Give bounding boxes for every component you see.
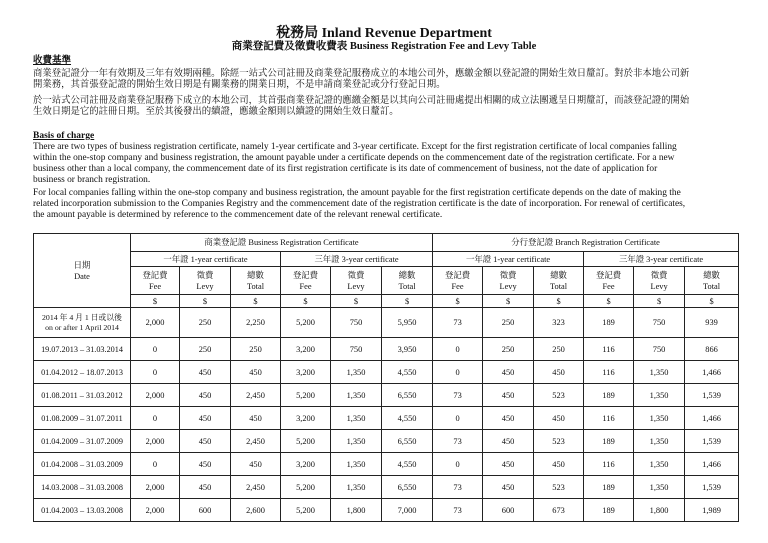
table-row <box>34 361 739 384</box>
value-cell: 189 <box>584 384 634 407</box>
value-cell: 1,539 <box>685 476 739 499</box>
value-cell: 450 <box>180 476 231 499</box>
value-cell: 3,950 <box>382 338 433 361</box>
column-header-zh: 總數 <box>550 270 567 280</box>
value-cell: 1,350 <box>331 430 382 453</box>
value-cell: 2,000 <box>131 430 180 453</box>
value-cell: 5,200 <box>281 384 331 407</box>
value-cell: 1,350 <box>634 407 685 430</box>
column-header-zh: 徵費 <box>196 270 214 280</box>
value-cell: 189 <box>584 430 634 453</box>
value-cell: 3,200 <box>281 407 331 430</box>
value-cell: 1,989 <box>685 499 739 522</box>
value-cell: 750 <box>331 308 382 338</box>
table-row <box>34 384 739 407</box>
currency-cell: $ <box>281 295 331 308</box>
column-header-en: Total <box>703 281 721 291</box>
basis-heading-zh: 收費基準 <box>33 56 72 66</box>
value-cell: 116 <box>584 453 634 476</box>
column-header-total <box>685 267 739 295</box>
value-cell: 450 <box>534 361 584 384</box>
column-header-en: Fee <box>299 281 312 291</box>
value-cell: 450 <box>483 361 534 384</box>
value-cell: 1,466 <box>685 407 739 430</box>
value-cell: 600 <box>483 499 534 522</box>
value-cell: 939 <box>685 308 739 338</box>
value-cell: 450 <box>483 453 534 476</box>
value-cell: 450 <box>483 407 534 430</box>
value-cell: 450 <box>180 361 231 384</box>
value-cell: 73 <box>433 476 483 499</box>
value-cell: 250 <box>180 308 231 338</box>
fee-levy-table <box>33 233 739 522</box>
column-header-zh: 登記費 <box>292 270 319 280</box>
column-header-zh: 徵費 <box>499 270 517 280</box>
table-row <box>34 407 739 430</box>
subheader-br-1yr: 一年證 1-year certificate <box>131 252 281 267</box>
value-cell: 0 <box>433 453 483 476</box>
value-cell: 450 <box>231 453 281 476</box>
value-cell: 116 <box>584 338 634 361</box>
value-cell: 450 <box>534 453 584 476</box>
document-title: 稅務局 Inland Revenue Department <box>276 26 492 41</box>
value-cell: 0 <box>131 453 180 476</box>
value-cell: 523 <box>534 384 584 407</box>
value-cell: 1,466 <box>685 361 739 384</box>
value-cell: 5,200 <box>281 308 331 338</box>
value-cell: 250 <box>231 338 281 361</box>
basis-paragraph-zh-2: 於一站式公司註冊及商業登記服務下成立的本地公司，其首張商業登記證的應繳金額是以其向公司註冊處提出相關的成立法團遞呈日期釐訂，而該登記證的開始 生效日期是它的註冊日期。至於其後發出的續證，應繳金額則以續證的開始生效日釐訂。 <box>33 96 690 117</box>
value-cell: 116 <box>584 407 634 430</box>
value-cell: 323 <box>534 308 584 338</box>
value-cell: 73 <box>433 308 483 338</box>
value-cell: 1,800 <box>634 499 685 522</box>
value-cell: 1,350 <box>331 361 382 384</box>
value-cell: 1,466 <box>685 453 739 476</box>
date-text-zh: 2014 年 4 月 1 日或以後 <box>42 312 122 322</box>
currency-cell: $ <box>331 295 382 308</box>
value-cell: 0 <box>131 338 180 361</box>
value-cell: 523 <box>534 430 584 453</box>
currency-cell: $ <box>180 295 231 308</box>
column-header-en: Total <box>246 281 265 291</box>
value-cell: 1,800 <box>331 499 382 522</box>
value-cell: 1,350 <box>331 384 382 407</box>
value-cell: 6,550 <box>382 430 433 453</box>
currency-cell: $ <box>634 295 685 308</box>
value-cell: 73 <box>433 430 483 453</box>
column-header-en: Fee <box>148 281 162 291</box>
value-cell: 0 <box>433 338 483 361</box>
basis-paragraph-en-2: For local companies falling within the one-stop company and business registration, the amount payable for the first registration certificate depends on the date of making the related incorporation submission to the Companies Registry and the commencement date of the registration certificate is the date of incorporation. For renewal of certificates, the amount payable is determined by reference to the commencement date of the relevant renewal certificate. <box>33 188 686 220</box>
value-cell: 1,350 <box>634 430 685 453</box>
value-cell: 450 <box>483 430 534 453</box>
value-cell: 3,200 <box>281 338 331 361</box>
date-header-zh: 日期 <box>73 260 91 270</box>
column-header-en: Fee <box>602 281 615 291</box>
column-header-en: Levy <box>347 281 365 291</box>
currency-cell: $ <box>231 295 281 308</box>
value-cell: 6,550 <box>382 384 433 407</box>
date-header-en: Date <box>74 271 90 281</box>
value-cell: 4,550 <box>382 453 433 476</box>
value-cell: 1,350 <box>331 476 382 499</box>
column-header-fee <box>584 267 634 295</box>
table-row <box>34 453 739 476</box>
value-cell: 189 <box>584 308 634 338</box>
value-cell: 673 <box>534 499 584 522</box>
value-cell: 1,350 <box>634 361 685 384</box>
value-cell: 1,350 <box>634 453 685 476</box>
value-cell: 523 <box>534 476 584 499</box>
table-row <box>34 338 739 361</box>
subheader-branch-3yr: 三年證 3-year certificate <box>584 252 739 267</box>
column-header-en: Fee <box>451 281 464 291</box>
currency-cell: $ <box>584 295 634 308</box>
value-cell: 250 <box>483 308 534 338</box>
group-header-branch-registration: 分行登記證 Branch Registration Certificate <box>433 234 739 252</box>
column-header-levy <box>483 267 534 295</box>
group-header-business-registration: 商業登記證 Business Registration Certificate <box>131 234 433 252</box>
currency-cell: $ <box>382 295 433 308</box>
column-header-zh: 徵費 <box>650 270 668 280</box>
value-cell: 2,450 <box>231 476 281 499</box>
value-cell: 189 <box>584 499 634 522</box>
value-cell: 2,000 <box>131 476 180 499</box>
column-header-en: Levy <box>499 281 517 291</box>
column-header-zh: 總數 <box>703 270 720 280</box>
value-cell: 73 <box>433 499 483 522</box>
value-cell: 1,350 <box>634 476 685 499</box>
date-cell: 19.07.2013 – 31.03.2014 <box>34 338 131 361</box>
value-cell: 2,600 <box>231 499 281 522</box>
value-cell: 1,350 <box>331 453 382 476</box>
currency-cell: $ <box>534 295 584 308</box>
column-header-en: Levy <box>650 281 668 291</box>
value-cell: 7,000 <box>382 499 433 522</box>
value-cell: 250 <box>483 338 534 361</box>
value-cell: 450 <box>534 407 584 430</box>
value-cell: 450 <box>231 407 281 430</box>
currency-cell: $ <box>483 295 534 308</box>
value-cell: 750 <box>634 338 685 361</box>
column-header-total <box>382 267 433 295</box>
column-header-en: Total <box>550 281 568 291</box>
value-cell: 0 <box>433 361 483 384</box>
value-cell: 2,450 <box>231 430 281 453</box>
table-row <box>34 308 739 338</box>
currency-cell: $ <box>433 295 483 308</box>
value-cell: 450 <box>483 384 534 407</box>
value-cell: 2,250 <box>231 308 281 338</box>
value-cell: 6,550 <box>382 476 433 499</box>
value-cell: 0 <box>433 407 483 430</box>
value-cell: 5,200 <box>281 476 331 499</box>
value-cell: 450 <box>180 430 231 453</box>
table-row <box>34 499 739 522</box>
column-header-zh: 總數 <box>398 270 416 280</box>
value-cell: 250 <box>534 338 584 361</box>
column-header-levy <box>331 267 382 295</box>
value-cell: 2,000 <box>131 499 180 522</box>
date-cell: 01.04.2008 – 31.03.2009 <box>34 453 131 476</box>
basis-paragraph-en-1: There are two types of business registration certificate, namely 1-year certificate and 3-year certificate. Except for the first registration certificate of local companies falling within the one-stop company and business registration, the amount payable under a certificate depends on the commencement date of the registration certificate. For a new business other than a local company, the commencement date of its first registration certificate is its date of commencement of business, not the date of application for business or branch registration. <box>33 142 677 185</box>
document-subtitle: 商業登記費及徵費收費表 Business Registration Fee and Levy Table <box>231 41 537 52</box>
date-text-en: on or after 1 April 2014 <box>45 322 119 332</box>
value-cell: 450 <box>180 407 231 430</box>
value-cell: 450 <box>231 361 281 384</box>
table-row <box>34 430 739 453</box>
column-header-fee <box>131 267 180 295</box>
date-cell: 01.04.2009 – 31.07.2009 <box>34 430 131 453</box>
value-cell: 73 <box>433 384 483 407</box>
value-cell: 450 <box>180 384 231 407</box>
value-cell: 2,450 <box>231 384 281 407</box>
subheader-branch-1yr: 一年證 1-year certificate <box>433 252 584 267</box>
value-cell: 750 <box>634 308 685 338</box>
value-cell: 1,539 <box>685 430 739 453</box>
value-cell: 116 <box>584 361 634 384</box>
date-header <box>34 234 131 308</box>
value-cell: 5,200 <box>281 499 331 522</box>
column-header-zh: 登記費 <box>445 270 471 280</box>
value-cell: 3,200 <box>281 361 331 384</box>
value-cell: 1,539 <box>685 384 739 407</box>
value-cell: 450 <box>180 453 231 476</box>
value-cell: 4,550 <box>382 407 433 430</box>
date-cell: 01.08.2011 – 31.03.2012 <box>34 384 131 407</box>
value-cell: 189 <box>584 476 634 499</box>
date-cell: 01.08.2009 – 31.07.2011 <box>34 407 131 430</box>
value-cell: 1,350 <box>634 384 685 407</box>
value-cell: 750 <box>331 338 382 361</box>
column-header-levy <box>180 267 231 295</box>
date-cell <box>34 308 131 338</box>
value-cell: 866 <box>685 338 739 361</box>
column-header-fee <box>281 267 331 295</box>
column-header-fee <box>433 267 483 295</box>
currency-cell: $ <box>131 295 180 308</box>
basis-paragraph-zh-1: 商業登記證分一年有效期及三年有效期兩種。除經一站式公司註冊及商業登記服務成立的本地公司外，應繳金額以登記證的開始生效日釐訂。對於非本地公司新 開業務，其首張登記證的開始生效日期是有關業務的開業日期，不是申請商業登記或分行登記日期。 <box>33 69 690 90</box>
date-cell: 01.04.2003 – 13.03.2008 <box>34 499 131 522</box>
value-cell: 250 <box>180 338 231 361</box>
value-cell: 2,000 <box>131 308 180 338</box>
value-cell: 2,000 <box>131 384 180 407</box>
column-header-total <box>231 267 281 295</box>
value-cell: 0 <box>131 407 180 430</box>
column-header-en: Levy <box>196 281 214 291</box>
value-cell: 0 <box>131 361 180 384</box>
value-cell: 5,950 <box>382 308 433 338</box>
currency-cell: $ <box>685 295 739 308</box>
value-cell: 600 <box>180 499 231 522</box>
column-header-en: Total <box>398 281 416 291</box>
table-row <box>34 476 739 499</box>
basis-heading-en: Basis of charge <box>33 131 95 141</box>
value-cell: 5,200 <box>281 430 331 453</box>
value-cell: 3,200 <box>281 453 331 476</box>
column-header-zh: 登記費 <box>596 270 622 280</box>
value-cell: 1,350 <box>331 407 382 430</box>
column-header-zh: 總數 <box>247 270 264 280</box>
date-cell: 01.04.2012 – 18.07.2013 <box>34 361 131 384</box>
date-cell: 14.03.2008 – 31.03.2008 <box>34 476 131 499</box>
column-header-levy <box>634 267 685 295</box>
column-header-zh: 徵費 <box>347 270 365 280</box>
value-cell: 4,550 <box>382 361 433 384</box>
subheader-br-3yr: 三年證 3-year certificate <box>281 252 433 267</box>
column-header-total <box>534 267 584 295</box>
column-header-zh: 登記費 <box>142 270 168 280</box>
value-cell: 450 <box>483 476 534 499</box>
